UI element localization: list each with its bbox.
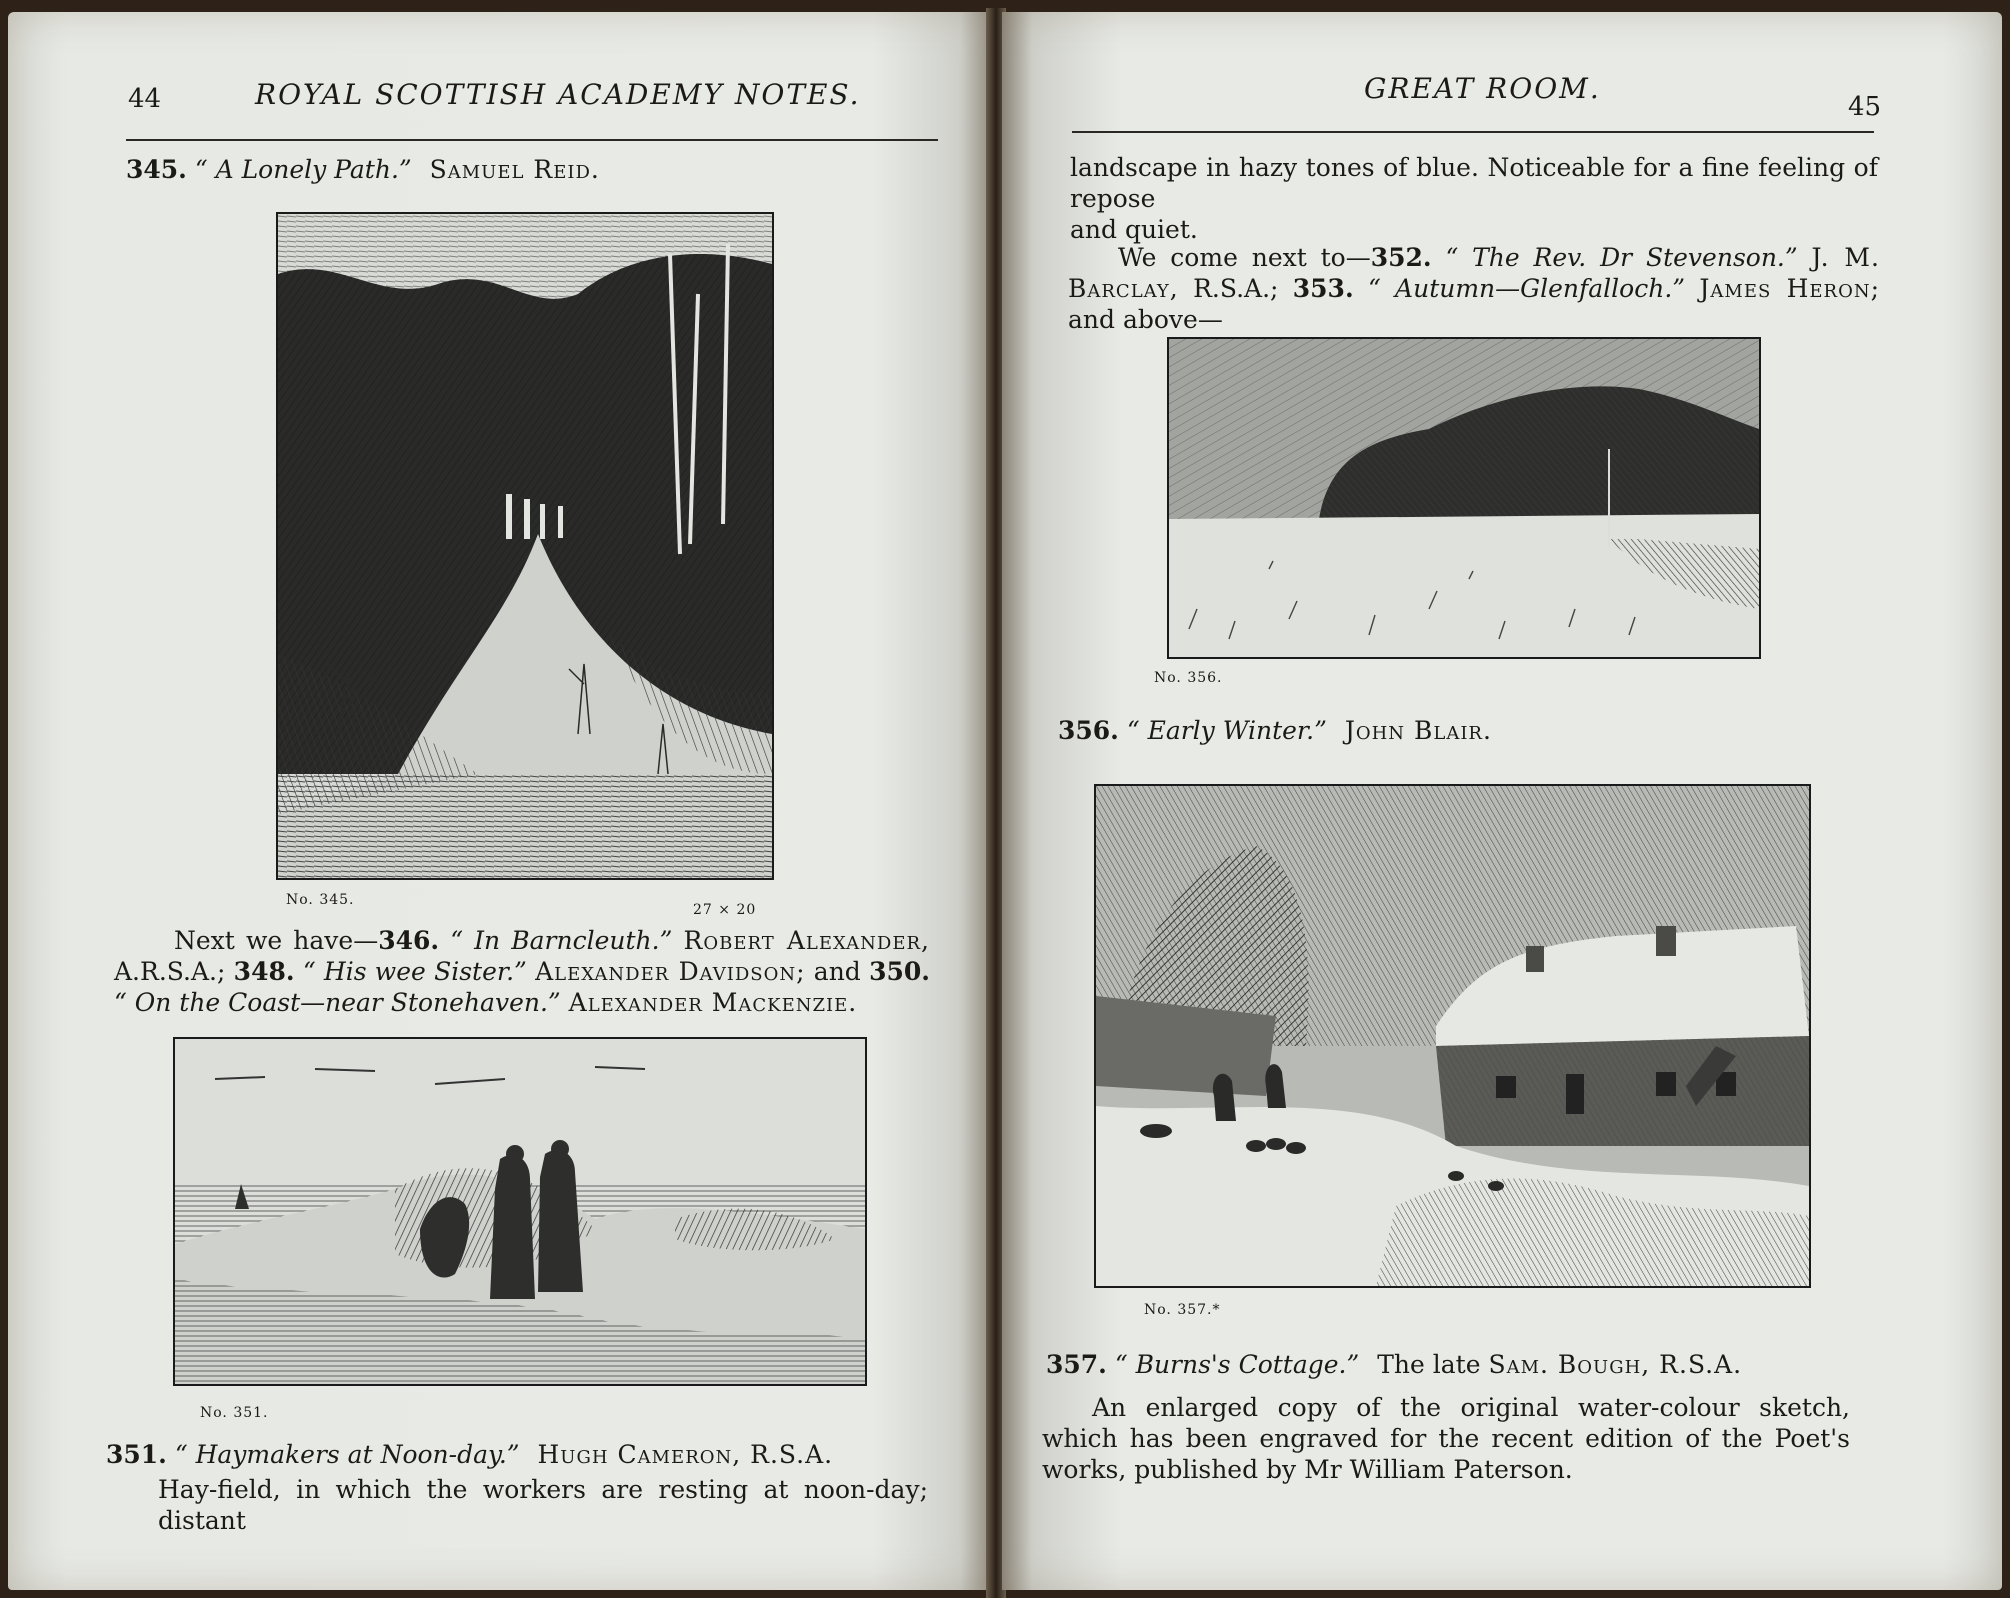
figure-caption: No. 357.* [1144,1302,1221,1318]
entry-345 [126,155,600,184]
paragraph-continuation: landscape in hazy tones of blue. Noticeable for a fine feeling of repose and quiet. [1070,153,1878,244]
engraving-early-winter [1169,339,1759,657]
left-page [8,12,990,1590]
entry-artist: Sam. Bough, R.S.A. [1488,1350,1743,1379]
illustration-356 [1167,337,1761,659]
header-rule [1072,131,1874,133]
paragraph-351: Hay-field, in which the workers are resting at noon-day; distant [158,1475,928,1535]
right-page [1002,12,2002,1590]
paragraph-357: An enlarged copy of the original water-colour sketch, which has been engraved for the recent edition of the Poet's works, published by Mr William Paterson. [1042,1393,1850,1484]
illustration-351 [173,1037,867,1386]
entry-number: 356. [1058,716,1119,745]
illustration-345 [276,212,774,880]
figure-size: 27 × 20 [693,902,757,918]
page-number: 45 [1848,92,1882,122]
entry-number: 351. [106,1440,167,1469]
entry-title: “ A Lonely Path.” [194,155,412,184]
entry-number: 357. [1046,1350,1107,1379]
entry-prefix: The late [1377,1350,1481,1379]
entry-title: “ Early Winter.” [1126,716,1327,745]
illustration-357 [1094,784,1811,1288]
entry-357 [1046,1350,1742,1379]
entry-number: 345. [126,155,187,184]
running-head: ROYAL SCOTTISH ACADEMY NOTES. [255,78,861,111]
running-head: GREAT ROOM. [1364,72,1601,105]
figure-caption: No. 345. [286,892,355,908]
entry-351 [106,1440,833,1469]
paragraph-352-353: We come next to—352. “ The Rev. Dr Stevenson.” J. M. Barclay, R.S.A.; 353. “ Autumn—Glenfalloch.” James Heron; and above— [1068,243,1881,334]
page-number: 44 [128,84,162,114]
entry-artist: Hugh Cameron, R.S.A. [537,1440,834,1469]
header-rule [126,139,938,141]
engraving-haymakers [175,1039,865,1384]
engraving-woodland-path [278,214,772,878]
figure-caption: No. 351. [200,1405,269,1421]
entry-356 [1058,716,1492,745]
paragraph-346-350: Next we have—346. “ In Barncleuth.” Robert Alexander, A.R.S.A.; 348. “ His wee Sister.” Alexander Davidson; and 350. “ On the Coast—near Stonehaven.” Alexander Mackenzie. [114,926,930,1017]
figure-caption: No. 356. [1154,670,1223,686]
entry-title: “ Burns's Cottage.” [1114,1350,1360,1379]
engraving-burns-cottage [1096,786,1809,1286]
entry-artist: Samuel Reid. [429,155,600,184]
entry-artist: John Blair. [1344,716,1492,745]
entry-title: “ Haymakers at Noon-day.” [174,1440,520,1469]
